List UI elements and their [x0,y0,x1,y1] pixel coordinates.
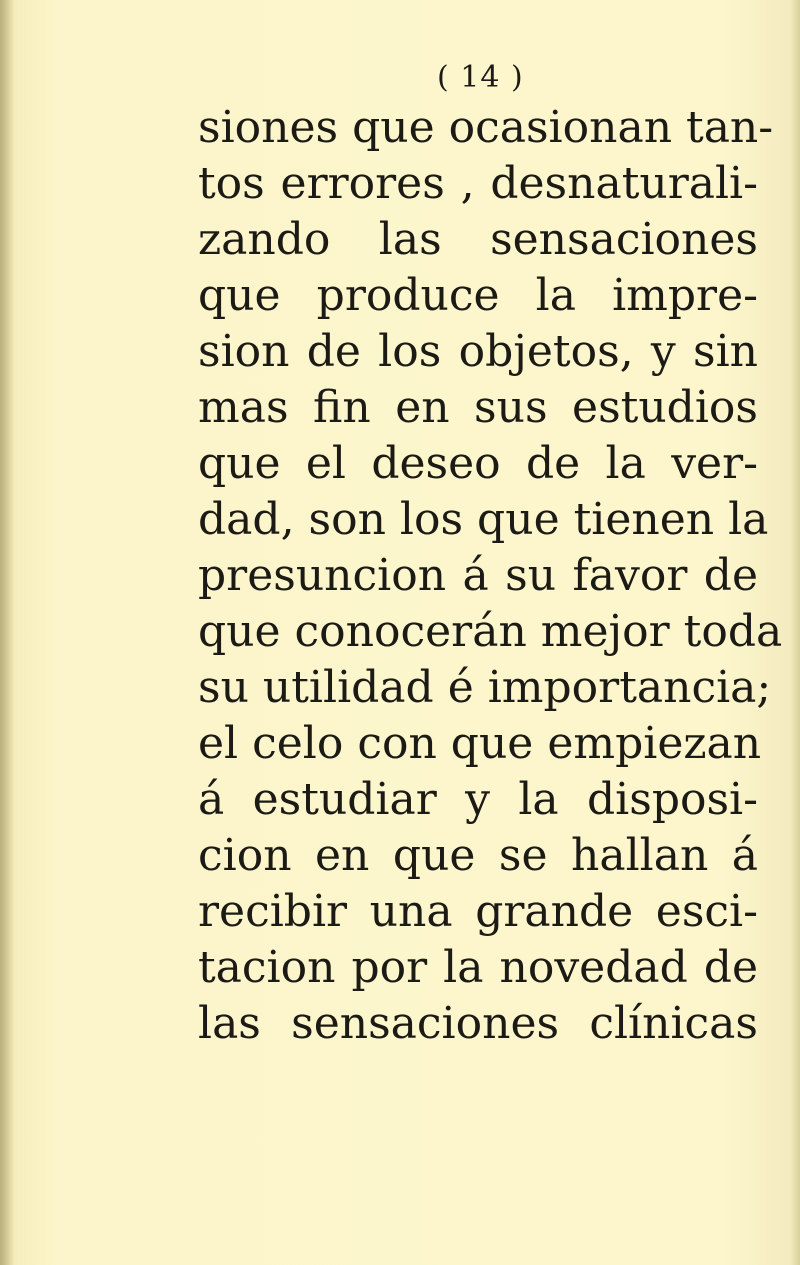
text-line: que conocerán mejor toda [198,606,783,657]
text-line: sion de los objetos, y sin [198,326,758,377]
body-text [198,100,783,1052]
text-line: su utilidad é importancia; [198,662,772,713]
text-line: recibir una grande esci- [198,886,758,937]
text-line: presuncion á su favor de [198,550,758,601]
text-line: las sensaciones clínicas [198,998,758,1049]
text-line: á estudiar y la disposi- [198,774,758,825]
text-line: que produce la impre- [198,270,758,321]
text-line: siones que ocasionan tan- [198,102,774,153]
text-line: zando las sensaciones [198,214,758,265]
text-line: dad, son los que tienen la [198,494,769,545]
text-line: el celo con que empiezan [198,718,762,769]
binding-shadow [0,0,14,1265]
text-line: que el deseo de la ver- [198,438,758,489]
text-line: tacion por la novedad de [198,942,758,993]
text-line: cion en que se hallan á [198,830,758,881]
page-number: ( 14 ) [437,60,524,95]
text-line: tos errores , desnaturali- [198,158,758,209]
text-line: mas fin en sus estudios [198,382,758,433]
